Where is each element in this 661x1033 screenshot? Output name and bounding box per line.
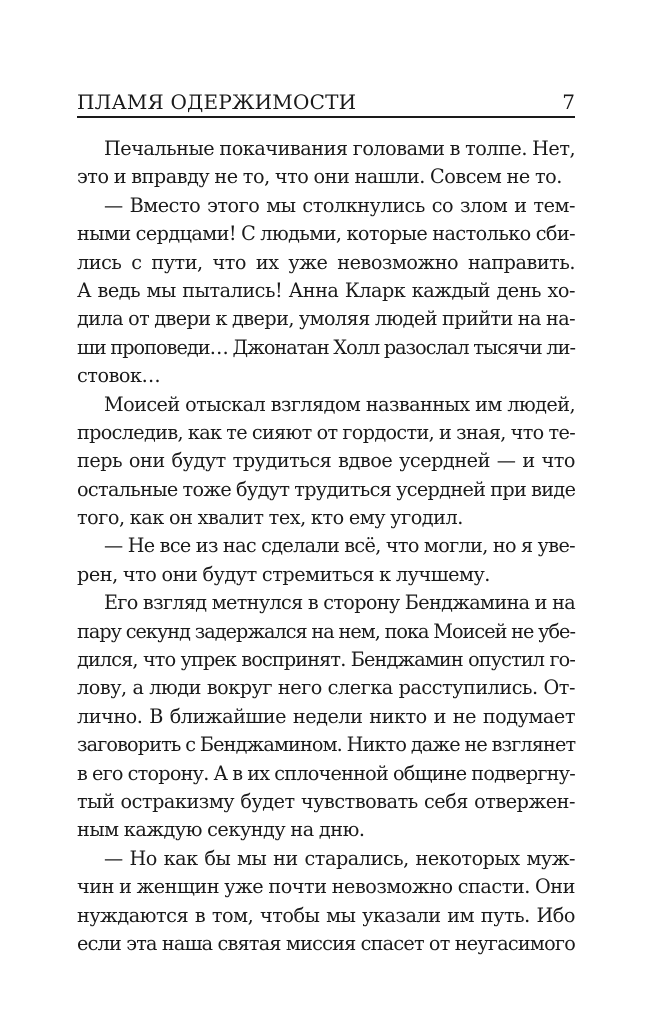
text-line: ными сердцами! С людьми, которые настолько сби- xyxy=(77,222,576,246)
text-line: — Не все из нас сделали всё, что могли, но я уве- xyxy=(104,534,575,558)
text-line: лись с пути, что их уже невозможно направить. xyxy=(77,250,575,274)
text-line: — Вместо этого мы столкнулись со злом и тем- xyxy=(104,193,575,217)
text-line: нуждаются в том, чтобы мы указали им путь. Ибо xyxy=(77,903,575,927)
text-line: тый остракизму будет чувствовать себя отвержен- xyxy=(77,789,575,813)
text-line: проследив, как те сияют от гордости, и зная, что те- xyxy=(77,420,576,444)
text-line: лову, а люди вокруг него слегка расступились. От- xyxy=(77,676,575,700)
page-number: 7 xyxy=(562,90,575,114)
book-title: ПЛАМЯ ОДЕРЖИМОСТИ xyxy=(77,90,357,114)
text-line: ши проповеди… Джонатан Холл разослал тысячи ли- xyxy=(77,335,575,359)
page-body-text xyxy=(77,135,576,955)
text-line: Печальные покачивания головами в толпе. Нет, xyxy=(104,137,576,160)
text-line: дила от двери к двери, умоляя людей прийти на на- xyxy=(77,307,576,331)
text-line: ным каждую секунду на дню. xyxy=(77,818,365,842)
text-line: А ведь мы пытались! Анна Кларк каждый день хо- xyxy=(77,278,575,302)
text-line: заговорить с Бенджамином. Никто даже не взглянет xyxy=(77,733,576,757)
text-line: Его взгляд метнулся в сторону Бенджамина и на xyxy=(104,591,575,615)
text-line: рен, что они будут стремиться к лучшему. xyxy=(77,562,490,586)
text-line: лично. В ближайшие недели никто и не подумает xyxy=(77,704,575,728)
running-header xyxy=(77,86,575,118)
text-line: это и вправду не то, что они нашли. Совсем не то. xyxy=(77,165,562,189)
text-line: в его сторону. А в их сплоченной общине подвергну- xyxy=(77,761,575,785)
text-line: — Но как бы мы ни старались, некоторых муж- xyxy=(104,846,575,870)
text-line: дился, что упрек воспринят. Бенджамин опустил го- xyxy=(77,648,575,672)
text-line: Моисей отыскал взглядом названных им людей, xyxy=(104,392,575,416)
text-line: остальные тоже будут трудиться усердней при виде xyxy=(77,477,576,501)
text-line: того, как он хвалит тех, кто ему угодил. xyxy=(77,506,463,530)
text-line: стовок… xyxy=(77,364,161,388)
text-line: пару секунд задержался на нем, пока Моисей не убе- xyxy=(77,619,575,643)
text-line: перь они будут трудиться вдвое усердней — и что xyxy=(77,449,575,473)
text-line: если эта наша святая миссия спасет от неугасимого xyxy=(77,931,575,955)
text-line: чин и женщин уже почти невозможно спасти. Они xyxy=(77,875,575,899)
